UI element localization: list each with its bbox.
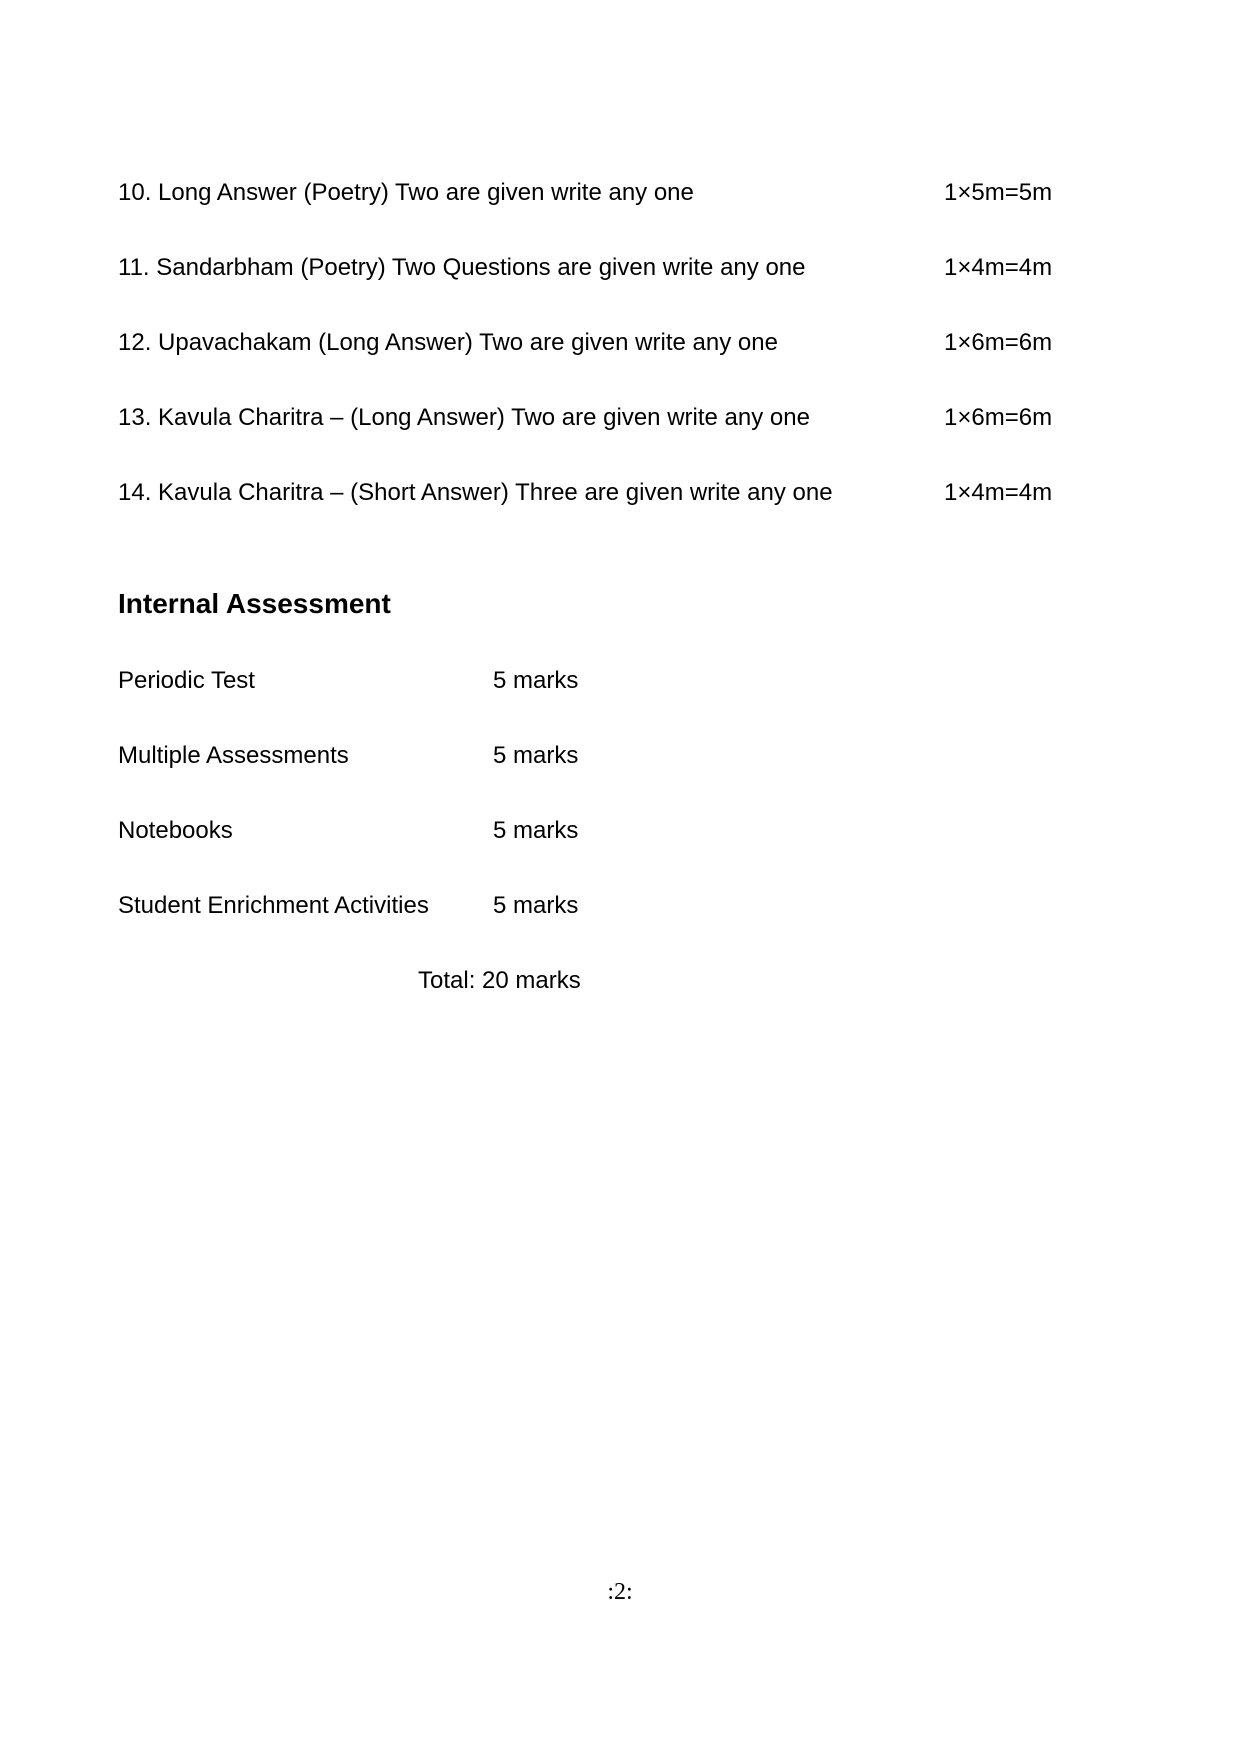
assessment-row — [118, 741, 678, 771]
question-marks: 1×6m=6m — [944, 329, 1053, 356]
question-text: 13. Kavula Charitra – (Long Answer) Two are given write any one — [118, 404, 810, 431]
assessment-label: Periodic Test — [118, 667, 255, 694]
question-row — [118, 328, 1058, 358]
question-text: 14. Kavula Charitra – (Short Answer) Three are given write any one — [118, 479, 833, 506]
question-text: 12. Upavachakam (Long Answer) Two are given write any one — [118, 329, 778, 356]
question-marks: 1×5m=5m — [944, 179, 1053, 206]
question-marks: 1×4m=4m — [944, 254, 1053, 281]
assessment-label: Student Enrichment Activities — [118, 892, 429, 919]
assessment-row — [118, 891, 678, 921]
assessment-label: Multiple Assessments — [118, 742, 349, 769]
question-row — [118, 403, 1058, 433]
question-text: 11. Sandarbham (Poetry) Two Questions are given write any one — [118, 254, 806, 281]
question-row — [118, 253, 1058, 283]
internal-assessment-heading: Internal Assessment — [118, 588, 391, 619]
assessment-total: Total: 20 marks — [418, 967, 581, 994]
assessment-row — [118, 666, 678, 696]
question-marks: 1×6m=6m — [944, 404, 1053, 431]
question-text: 10. Long Answer (Poetry) Two are given write any one — [118, 179, 694, 206]
assessment-value: 5 marks — [493, 817, 579, 844]
assessment-value: 5 marks — [493, 667, 579, 694]
question-row — [118, 178, 1058, 208]
assessment-value: 5 marks — [493, 742, 579, 769]
assessment-value: 5 marks — [493, 892, 579, 919]
assessment-label: Notebooks — [118, 817, 233, 844]
question-marks: 1×4m=4m — [944, 479, 1053, 506]
assessment-row — [118, 816, 678, 846]
page-number: :2: — [607, 1579, 633, 1605]
question-row — [118, 478, 1058, 508]
